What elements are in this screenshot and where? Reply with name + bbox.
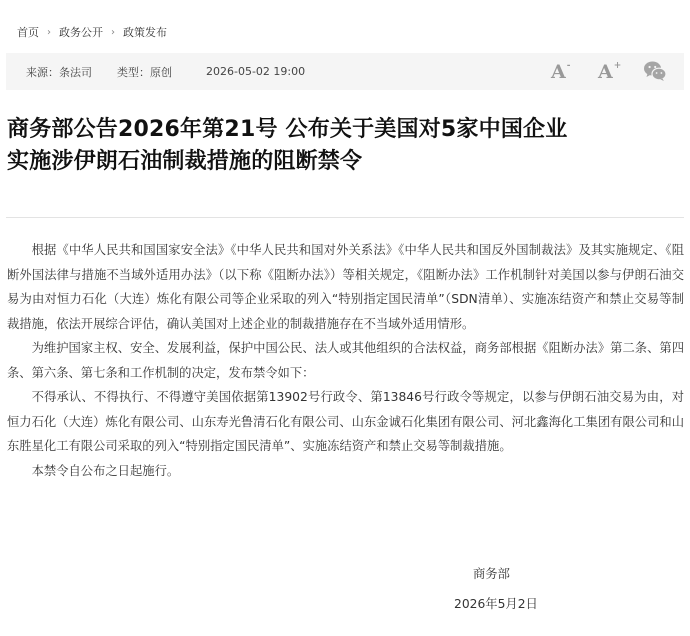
article-title [7,114,683,178]
font-increase-button[interactable] [598,62,621,82]
article-paragraph-3: 不得承认、不得执行、不得遵守美国依据第13902号行政令、第13846号行政令等规定，以参与伊朗石油交易为由，对恒力石化（大连）炼化有限公司、山东寿光鲁清石化有限公司、山东金诚石化集团有限公司、河北鑫海化工集团有限公司和山东胜星化工有限公司采取的列入“特别指定国民清单”、实施冻结资产和禁止交易等制裁措施。 [7,390,684,453]
article-paragraph-2: 为维护国家主权、安全、发展利益，保护中国公民、法人或其他组织的合法权益，商务部根据《阻断办法》第二条、第四条、第六条、第七条和工作机制的决定，发布禁令如下： [7,341,684,380]
font-decrease-button[interactable] [551,62,571,82]
article-source: 来源：条法司 [26,65,92,79]
article-paragraph-1: 根据《中华人民共和国国家安全法》《中华人民共和国对外关系法》《中华人民共和国反外国制裁法》及其实施规定、《阻断外国法律与措施不当域外适用办法》（以下称《阻断办法》）等相关规定，《阻断办法》工作机制针对美国以参与伊朗石油交易为由对恒力石化（大连）炼化有限公司等企业采取的列入“特别指定国民清单”（SDN清单）、实施冻结资产和禁止交易等制裁措施，依法开展综合评估，确认美国对上述企业的制裁措施存在不当域外适用情形。 [7,243,684,331]
breadcrumb-gov-affairs-link[interactable]: 政务公开 [59,26,103,39]
article-title-line-1: 商务部公告2026年第21号 公布关于美国对5家中国企业 [7,117,568,142]
article-body [7,238,684,483]
signature-date: 2026年5月2日 [454,597,538,611]
article-title-line-2: 实施涉伊朗石油制裁措施的阻断禁令 [7,149,363,174]
font-decrease-letter: A [551,61,566,83]
font-increase-letter: A [598,61,613,83]
breadcrumb-separator: › [111,26,115,38]
breadcrumb-separator: › [47,26,51,38]
breadcrumb-policy-link[interactable]: 政策发布 [123,26,167,39]
font-decrease-sign: - [566,61,571,71]
wechat-icon[interactable] [643,60,667,82]
breadcrumb [17,24,167,40]
article-type: 类型：原创 [117,65,172,79]
article-paragraph-4: 本禁令自公布之日起施行。 [31,463,180,478]
title-divider [6,217,684,218]
font-increase-sign: + [613,61,622,71]
signature-department: 商务部 [473,567,510,581]
breadcrumb-home-link[interactable]: 首页 [17,26,39,39]
article-meta-bar [6,53,684,90]
article-date: 2026-05-02 19:00 [206,65,306,78]
